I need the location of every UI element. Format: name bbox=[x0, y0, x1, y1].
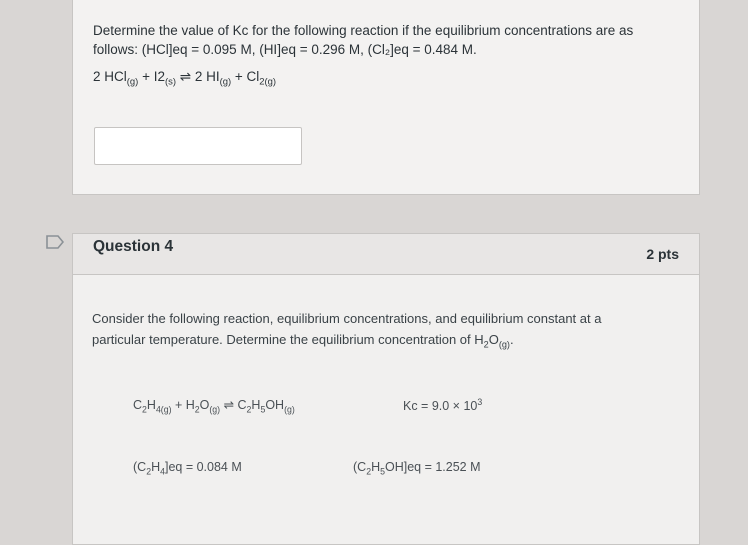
eq-hi-state: (g) bbox=[219, 76, 232, 88]
c2h4-pre: (C bbox=[133, 460, 147, 474]
q4-line-2-text: particular temperature. Determine the equilibrium concentration of H bbox=[92, 332, 484, 347]
prompt-line-1: Determine the value of Kc for the following reaction if the equilibrium concentrations are as bbox=[93, 23, 634, 38]
reaction-row bbox=[133, 397, 295, 415]
r-h: H bbox=[251, 398, 261, 412]
kc-text: Kc = 9.0 × 10 bbox=[403, 399, 478, 414]
prompt-line-2: follows: (HCl]eq = 0.095 M, (HI]eq = 0.296 M, (Cl₂]eq = 0.484 M. bbox=[93, 42, 477, 57]
r-h: H bbox=[146, 398, 156, 412]
r-sub: 2 bbox=[142, 404, 147, 415]
eq-hcl-state: (g) bbox=[126, 76, 139, 88]
c2h4-h: H bbox=[151, 460, 161, 474]
c2h5oh-h: H bbox=[371, 460, 381, 474]
r-sub: 5 bbox=[260, 404, 266, 415]
q4-line-2 bbox=[92, 329, 672, 356]
q4-sub-2: 2 bbox=[483, 339, 489, 350]
eq-cl2-sub: 2(g) bbox=[259, 76, 277, 88]
c2h4-sub2: 4 bbox=[160, 466, 165, 477]
equilibrium-arrow: ⇌ bbox=[175, 69, 195, 84]
answer-input[interactable] bbox=[94, 127, 302, 165]
c2h4-sub1: 2 bbox=[146, 466, 152, 477]
question-points: 2 pts bbox=[646, 246, 679, 262]
c2h4-post: ]eq = 0.084 M bbox=[164, 460, 242, 474]
eq-i2-state: (s) bbox=[164, 76, 176, 88]
r-oh: OH bbox=[265, 398, 285, 412]
q4-period: . bbox=[509, 332, 514, 347]
eq-hcl: 2 HCl bbox=[93, 69, 127, 84]
c2h5oh-post: OH]eq = 1.252 M bbox=[384, 460, 481, 474]
equilibrium-arrow: ⇌ bbox=[220, 398, 238, 412]
eq-hi: 2 HI bbox=[194, 69, 220, 84]
r-sub: (g) bbox=[284, 404, 295, 415]
eq-i2: + I2 bbox=[138, 69, 165, 84]
question-3-card bbox=[72, 0, 700, 195]
c2h5oh-sub1: 2 bbox=[366, 466, 372, 477]
r-c: C bbox=[237, 398, 247, 412]
c2h5oh-sub2: 5 bbox=[380, 466, 385, 477]
r-sub: 2 bbox=[246, 404, 252, 415]
question-3-prompt bbox=[93, 21, 683, 59]
q4-line-1: Consider the following reaction, equilibrium concentrations, and equilibrium constant at a bbox=[92, 311, 602, 326]
r-sub: (g) bbox=[209, 404, 221, 415]
r-c: C bbox=[133, 398, 143, 412]
q4-sub-g: (g) bbox=[498, 339, 510, 350]
q4-o: O bbox=[488, 332, 499, 347]
c2h4-concentration bbox=[133, 460, 242, 477]
kc-value bbox=[403, 397, 482, 413]
question-4-prompt bbox=[92, 308, 672, 356]
question-header bbox=[73, 234, 699, 275]
c2h5oh-concentration bbox=[353, 460, 481, 477]
r-o: O bbox=[199, 398, 210, 412]
r-plus-h: + H bbox=[171, 398, 195, 412]
r-sub: 4(g) bbox=[155, 404, 172, 415]
r-sub: 2 bbox=[194, 404, 200, 415]
flag-question-icon[interactable] bbox=[46, 235, 64, 249]
reaction-equation bbox=[93, 69, 276, 88]
question-4-card bbox=[72, 233, 700, 545]
c2h5oh-pre: (C bbox=[353, 460, 367, 474]
question-title: Question 4 bbox=[93, 238, 174, 255]
kc-exponent: 3 bbox=[477, 397, 483, 407]
eq-cl2: + Cl bbox=[231, 69, 260, 84]
